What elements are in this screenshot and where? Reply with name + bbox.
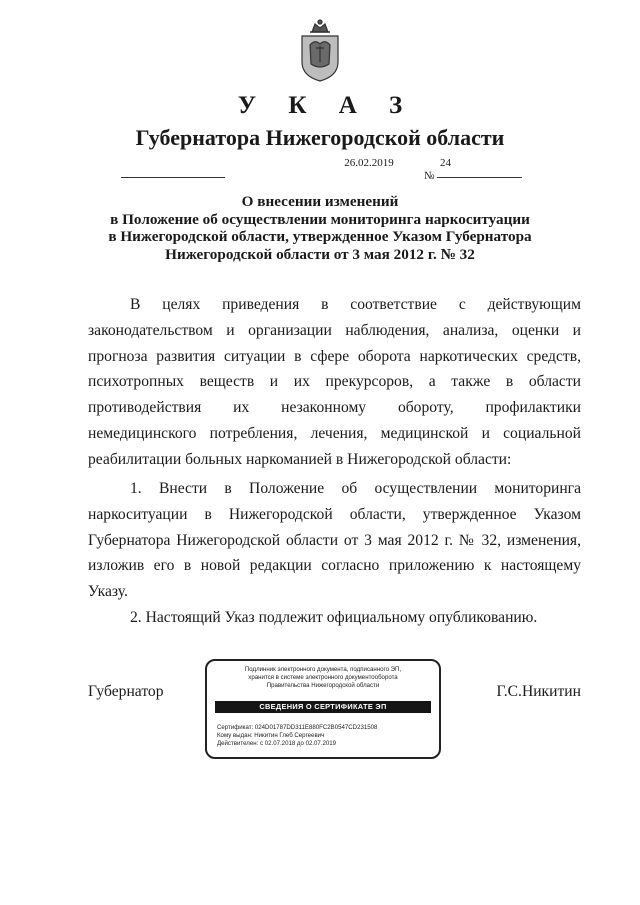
document-subject [90,193,550,263]
item-2-paragraph [88,605,581,631]
text-line: противодействия их незаконному обороту, профилактики [88,399,581,417]
certificate-owner: Кому выдан: Никитин Глеб Сергеевич [217,732,325,739]
stamp-certificate-info [217,724,377,748]
issuer-title: Губернатора Нижегородской области [135,125,505,150]
text-line: наркоситуации в Нижегородской области, утвержденное Указом [88,505,581,523]
text-line: Губернатора Нижегородской области от 3 мая 2012 г. № 32, изменения, [88,531,581,549]
text-line: В целях приведения в соответствие с действующим [130,296,581,313]
text-line: Указу. [88,583,128,601]
date-underline [121,177,225,178]
stamp-heading: СВЕДЕНИЯ О СЕРТИФИКАТЕ ЭП [215,701,431,713]
number-underline [437,177,522,178]
subject-line: в Нижегородской области, утвержденное Указом Губернатора [108,228,532,245]
signatory-position: Губернатор [88,683,164,700]
document-type-title: У К А З [237,92,416,119]
document-date: 26.02.2019 [344,157,394,169]
subject-line: в Положение об осуществлении мониторинга наркоситуации [110,210,530,228]
stamp-notice-line: хранится в системе электронного документооборота [248,674,398,681]
text-line: законодательством и организации наблюдения, анализа, оценки и [88,321,581,339]
text-line: прогноза развития ситуации в сфере оборота наркотических средств, [88,347,581,365]
stamp-notice-line: Правительства Нижегородской области [266,682,380,689]
text-line: реабилитации больных наркоманией в Нижегородской области: [88,450,512,468]
coat-of-arms-emblem [296,18,344,84]
preamble-paragraph [88,292,581,473]
subject-line: Нижегородской области от 3 мая 2012 г. № 32 [165,245,475,263]
electronic-signature-stamp [205,659,441,759]
text-line: 2. Настоящий Указ подлежит официальному опубликованию. [130,609,538,626]
number-sign: № [424,170,435,182]
text-line: изложив его в новой редакции согласно приложению к настоящему [88,557,581,575]
certificate-serial: Сертификат: 024D01787DD311E880FC2B0547CD231508 [217,724,378,731]
stamp-notice-line: Подлинник электронного документа, подписанного ЭП, [244,666,402,673]
subject-line: О внесении изменений [241,193,399,210]
document-number: 24 [440,157,451,169]
text-line: психотропных веществ и их прекурсоров, а также в области [88,373,581,391]
text-line: немедицинского потребления, лечения, медицинской и социальной [88,424,581,442]
item-1-paragraph [88,476,581,605]
signatory-name: Г.С.Никитин [496,683,581,700]
text-line: 1. Внести в Положение об осуществлении мониторинга [130,480,581,497]
stamp-notice [207,666,439,690]
certificate-validity: Действителен: с 02.07.2018 до 02.07.2019 [217,740,337,747]
